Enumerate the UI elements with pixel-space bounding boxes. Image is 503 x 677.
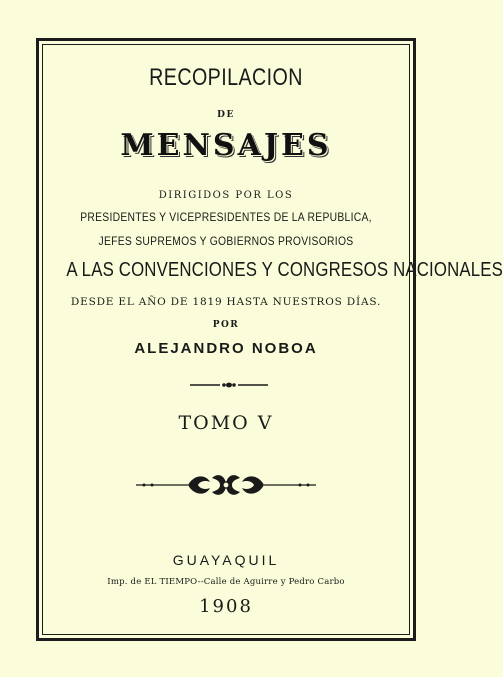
subtitle-date-range: DESDE EL AÑO DE 1819 HASTA NUESTROS DÍAS. xyxy=(70,296,382,308)
byline-por: POR xyxy=(212,320,240,330)
title-de: DE xyxy=(217,110,235,120)
title-recopilacion: RECOPILACION xyxy=(149,64,303,91)
subtitle-jefes: JEFES SUPREMOS Y GOBIERNOS PROVISORIOS xyxy=(98,236,354,248)
subtitle-convenciones: A LAS CONVENCIONES Y CONGRESOS NACIONALES xyxy=(66,259,503,281)
imprint-year: 1908 xyxy=(199,596,253,617)
volume-number: TOMO V xyxy=(178,412,274,434)
imprint-printer: Imp. de EL TIEMPO--Calle de Aguirre y Pedro Carbo xyxy=(107,577,345,587)
subtitle-presidentes: PRESIDENTES Y VICEPRESIDENTES DE LA REPUBLICA, xyxy=(80,212,372,224)
author-name: ALEJANDRO NOBOA xyxy=(134,340,318,357)
floral-rule-ornament xyxy=(136,470,316,500)
subtitle-dirigidos: DIRIGIDOS POR LOS xyxy=(158,190,294,201)
small-rule-ornament xyxy=(190,381,268,389)
title-mensajes: MENSAJES xyxy=(120,128,332,163)
imprint-city: GUAYAQUIL xyxy=(172,552,280,568)
